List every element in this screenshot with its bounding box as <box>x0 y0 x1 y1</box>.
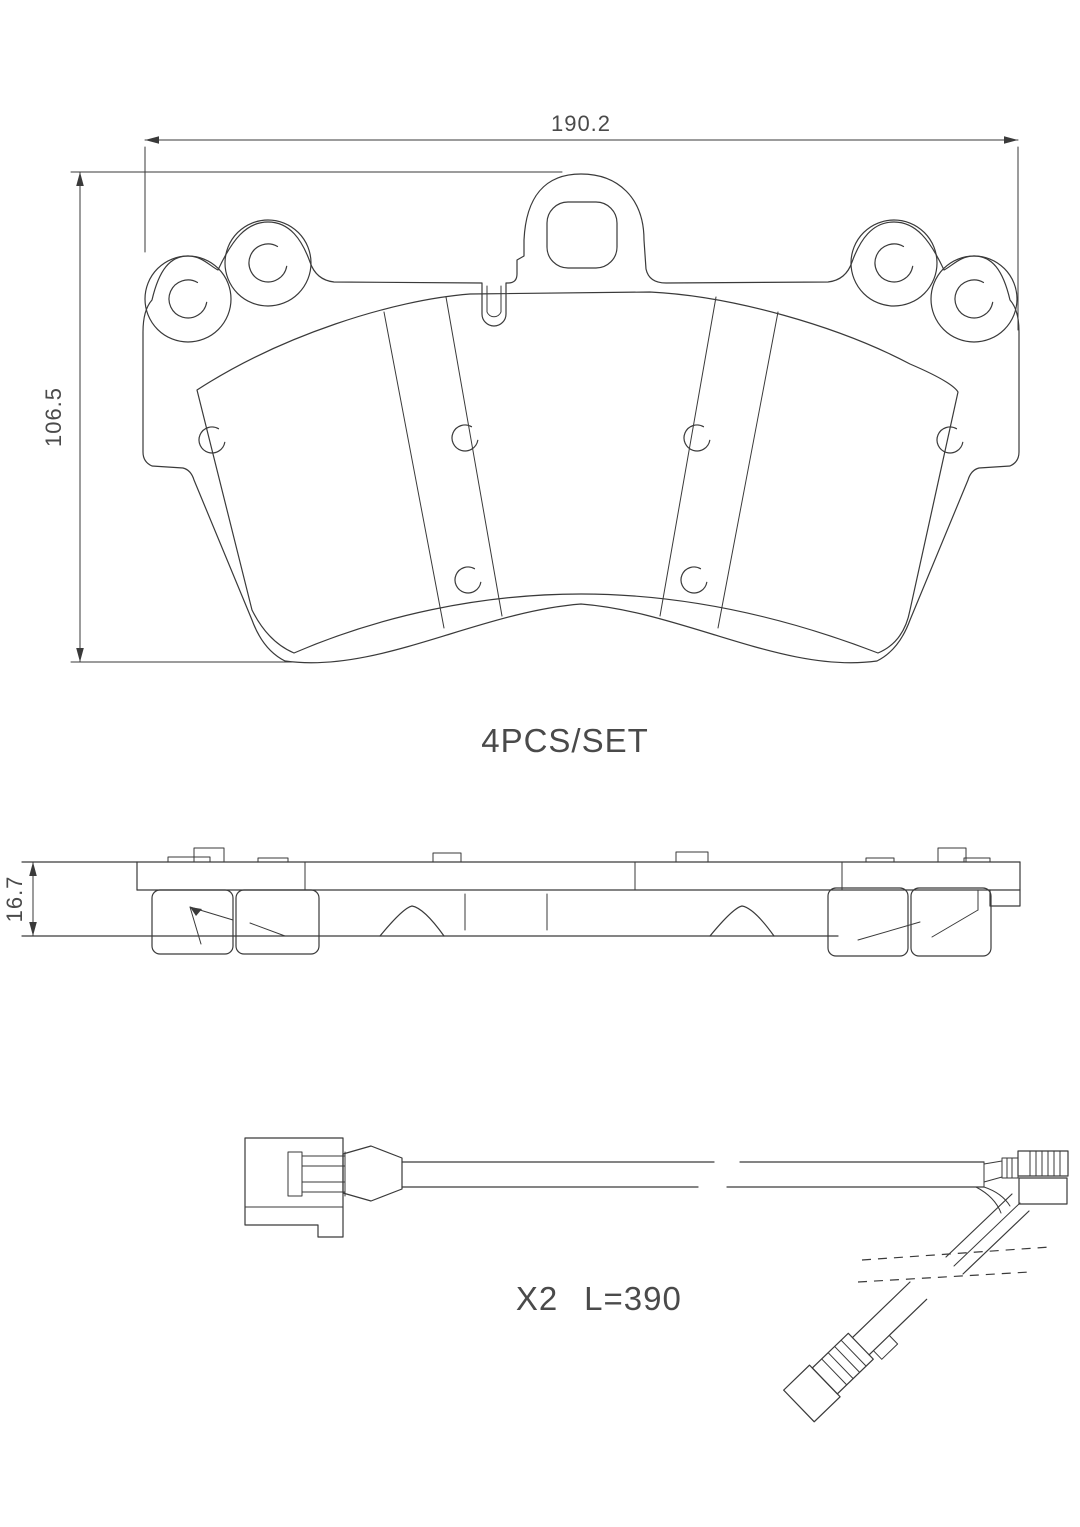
lug-arc-mark <box>955 280 993 318</box>
chamfer-line <box>384 312 444 628</box>
wear-mark-arc <box>681 567 707 593</box>
width-dimension-label: 190.2 <box>550 111 612 136</box>
leader-line <box>250 923 285 936</box>
terminal-pin <box>302 1156 345 1166</box>
mounting-lug-circle <box>225 220 311 306</box>
wear-mark-arc <box>684 425 710 451</box>
sensor-head <box>784 1365 840 1422</box>
sensor-lead-upper <box>946 1187 1029 1274</box>
dim-arrow-left <box>145 136 159 144</box>
sensor-cable <box>402 1162 984 1187</box>
front-view-drawing <box>41 111 1019 759</box>
side-view-drawing <box>2 848 1020 956</box>
chamfer-line <box>718 312 778 628</box>
lug-arc-mark <box>875 244 913 282</box>
notch-inner-line <box>487 286 501 317</box>
dim-arrow-top <box>76 172 84 186</box>
clip-bump <box>676 852 708 862</box>
sensor-length-label: L=390 <box>584 1280 682 1317</box>
terminal-pin <box>302 1182 345 1192</box>
break-line <box>862 1247 1050 1260</box>
friction-block <box>828 888 908 956</box>
friction-block <box>152 890 233 954</box>
backing-plate-outline <box>143 174 1019 663</box>
dim-arrow-right <box>1004 136 1018 144</box>
strain-relief-boot <box>343 1146 402 1201</box>
sensor-tip <box>784 1275 935 1423</box>
wear-mark-arc <box>452 425 478 451</box>
tab-hole <box>547 202 617 268</box>
wear-mark-arc <box>455 567 481 593</box>
sensor-quantity-label: X2 <box>515 1280 559 1317</box>
side-profile <box>22 848 1020 956</box>
terminal-body <box>288 1152 302 1196</box>
spring-profile <box>710 906 774 936</box>
clip-bump <box>433 853 461 862</box>
sensor-connector <box>245 1138 345 1237</box>
thickness-dimension-label: 16.7 <box>2 875 27 923</box>
mounting-lug-circle <box>145 256 231 342</box>
leader-line <box>932 910 978 937</box>
sensor-end-fitting <box>984 1151 1068 1204</box>
friction-block <box>911 888 991 956</box>
plate-end-step <box>990 890 1020 906</box>
wear-sensor-drawing <box>245 1138 1068 1423</box>
mounting-lug-circle <box>931 256 1017 342</box>
clip-bump <box>194 848 224 862</box>
lug-arc-mark <box>169 280 207 318</box>
dim-arrow-bottom <box>76 648 84 662</box>
spring-profile <box>380 906 444 936</box>
mounting-lug-circle <box>851 220 937 306</box>
height-dimension <box>41 172 562 662</box>
height-dimension-label: 106.5 <box>41 386 66 448</box>
lower-block <box>1019 1178 1067 1204</box>
dim-arrow-top <box>29 862 37 876</box>
clip-bump <box>168 857 210 862</box>
lug-arc-mark <box>249 244 287 282</box>
friction-block <box>236 890 319 954</box>
dim-arrow-bottom <box>29 922 37 936</box>
break-line <box>858 1272 1030 1282</box>
pieces-per-set-label: 4PCS/SET <box>481 722 649 759</box>
clip-bump <box>938 848 966 862</box>
friction-material-outline <box>197 292 963 653</box>
thickness-dimension <box>2 862 37 936</box>
